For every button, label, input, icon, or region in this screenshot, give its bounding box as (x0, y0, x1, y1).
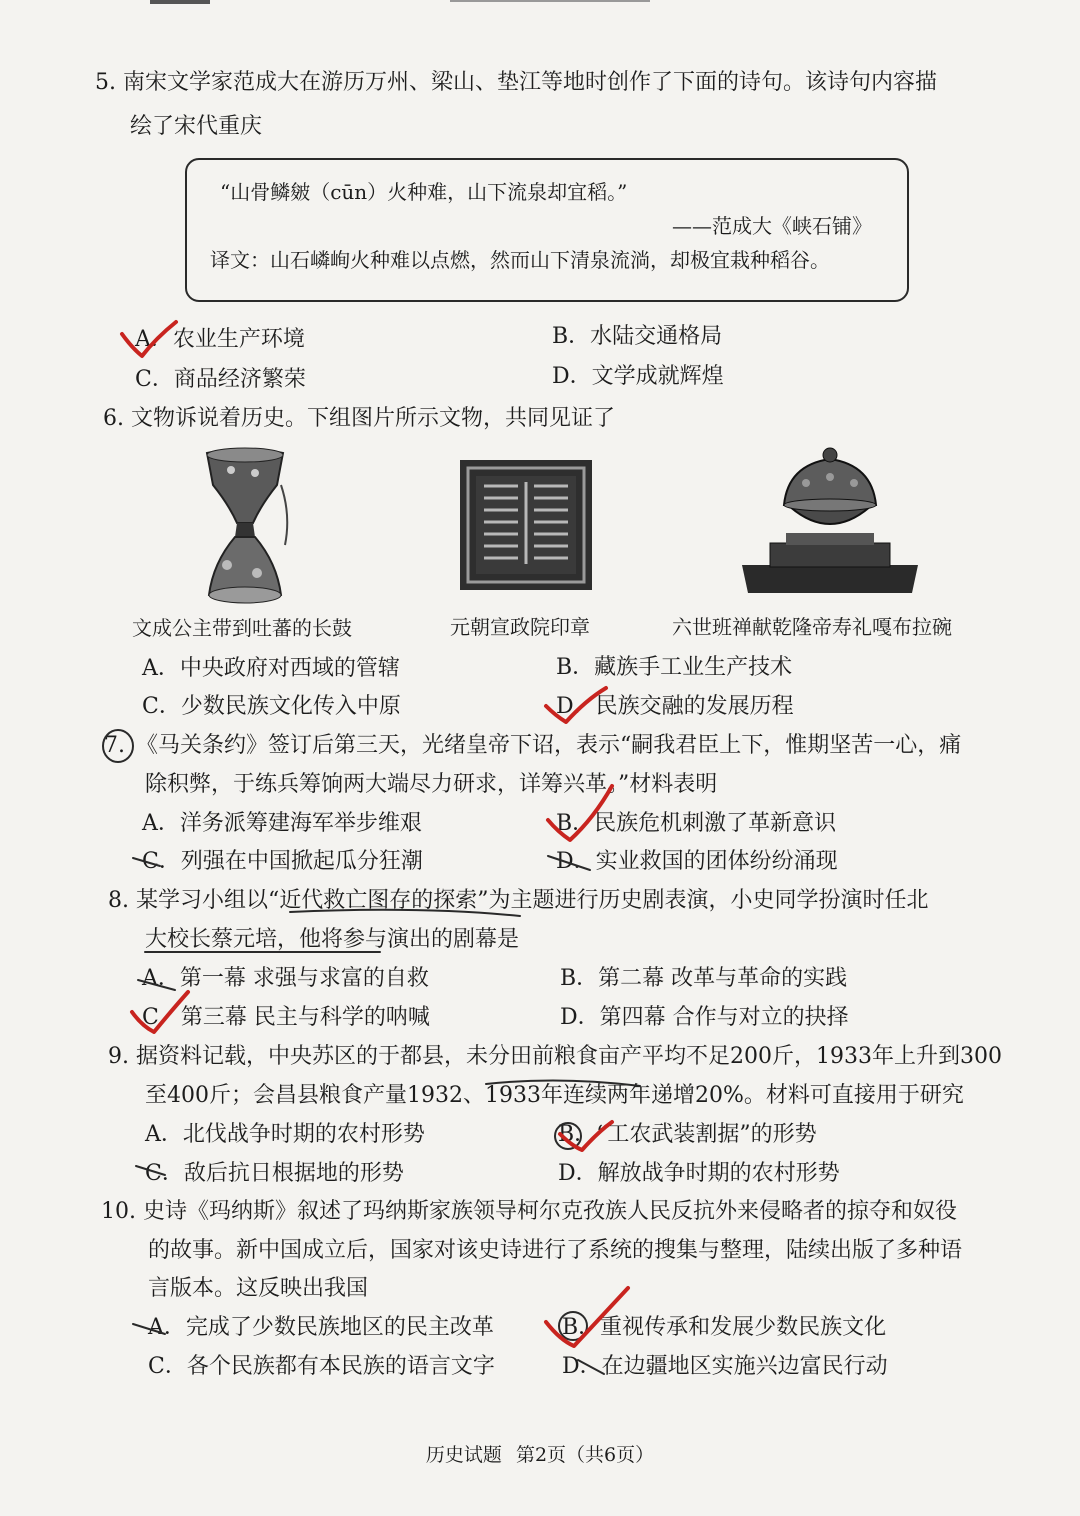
q10-option-a[interactable]: A．完成了少数民族地区的民主改革 (148, 1315, 494, 1340)
q6-stem-text: 文物诉说着历史。下组图片所示文物，共同见证了 (131, 406, 616, 431)
q6-option-a[interactable]: A．中央政府对西域的管辖 (142, 656, 400, 681)
poem-text: “山骨鳞皴（cūn）火种难，山下流泉却宜稻。” (220, 180, 628, 204)
poem-source: ——范成大《峡石铺》 (672, 214, 872, 238)
q6-option-c[interactable]: C．少数民族文化传入中原 (142, 694, 401, 719)
q9-number: 9. (108, 1044, 129, 1069)
kapala-bowl-image (742, 445, 918, 593)
q9-option-b[interactable]: B．“工农武装割据”的形势 (558, 1122, 817, 1147)
q10-option-b[interactable]: B．重视传承和发展少数民族文化 (562, 1315, 887, 1340)
q5-option-d[interactable]: D．文学成就辉煌 (552, 364, 724, 389)
q10-stem-line3: 言版本。这反映出我国 (148, 1276, 369, 1301)
q7-option-b[interactable]: B．民族危机刺激了革新意识 (556, 811, 837, 836)
poem-translation: 译文：山石嶙峋火种难以点燃，然而山下清泉流淌，却极宜栽种稻谷。 (210, 248, 830, 272)
q6-option-b[interactable]: B．藏族手工业生产技术 (556, 655, 793, 680)
q5-stem-text: 南宋文学家范成大在游历万州、梁山、垫江等地时创作了下面的诗句。该诗句内容描 (123, 70, 938, 95)
q9-option-d[interactable]: D．解放战争时期的农村形势 (558, 1161, 840, 1186)
q5-stem-line1 (95, 68, 937, 98)
q8-option-b[interactable]: B．第二幕 改革与革命的实践 (560, 966, 848, 991)
q9-stem-line1 (108, 1042, 1002, 1072)
q6-number: 6. (103, 406, 124, 431)
q7-stem-line1 (104, 731, 961, 761)
top-edge-mark (150, 0, 210, 4)
q8-number: 8. (108, 888, 129, 913)
q7-stem-text: 《马关条约》签订后第三天，光绪皇帝下诏，表示“嗣我君臣上下，惟期坚苦一心，痛 (136, 733, 962, 758)
q10-number: 10. (101, 1199, 136, 1224)
q9-option-c[interactable]: C．敌后抗日根据地的形势 (145, 1161, 404, 1186)
q9-stem-line2: 至400斤；会昌县粮食产量1932、1933年连续两年递增20%。材料可直接用于研究 (145, 1083, 964, 1108)
q7-stem-line2: 除积弊，于练兵筹饷两大端尽力研求，详筹兴革。”材料表明 (145, 772, 718, 797)
q6-stem (103, 404, 615, 434)
footer-page-number: 第2页（共6页） (515, 1444, 655, 1466)
caption-long-drum: 文成公主带到吐蕃的长鼓 (132, 616, 352, 640)
long-drum-image (195, 445, 295, 610)
q8-stem-line1 (108, 886, 929, 916)
q5-option-c[interactable]: C．商品经济繁荣 (135, 367, 306, 392)
q8-stem-text: 某学习小组以“近代救亡图存的探索”为主题进行历史剧表演，小史同学扮演时任北 (136, 888, 929, 913)
q6-option-d[interactable]: D．民族交融的发展历程 (556, 694, 794, 719)
q5-stem-line2: 绘了宋代重庆 (130, 114, 263, 139)
q10-stem-line1 (101, 1197, 957, 1227)
q7-option-c[interactable]: C．列强在中国掀起瓜分狂潮 (142, 849, 423, 874)
caption-kapala-bowl: 六世班禅献乾隆帝寿礼嘎布拉碗 (672, 615, 952, 639)
q10-option-d[interactable]: D．在边疆地区实施兴边富民行动 (562, 1354, 888, 1379)
q10-stem-text: 史诗《玛纳斯》叙述了玛纳斯家族领导柯尔克孜族人民反抗外来侵略者的掠夺和奴役 (143, 1199, 958, 1224)
page-footer (0, 1440, 1080, 1467)
q7-option-a[interactable]: A．洋务派筹建海军举步维艰 (142, 811, 422, 836)
q10-option-c[interactable]: C．各个民族都有本民族的语言文字 (148, 1354, 495, 1379)
q8-option-c[interactable]: C．第三幕 民主与科学的呐喊 (142, 1005, 430, 1030)
top-edge-mark (450, 0, 650, 2)
yuan-seal-image (460, 460, 592, 590)
q9-stem-text: 据资料记载，中央苏区的于都县，未分田前粮食亩产平均不足200斤，1933年上升到300 (136, 1044, 1002, 1069)
q9-option-a[interactable]: A．北伐战争时期的农村形势 (145, 1122, 425, 1147)
q5-option-a[interactable]: A．农业生产环境 (135, 327, 305, 352)
q7-option-d[interactable]: D．实业救国的团体纷纷涌现 (556, 849, 838, 874)
q8-stem-line2: 大校长蔡元培，他将参与演出的剧幕是 (145, 927, 520, 952)
q5-number: 5. (95, 70, 116, 95)
q10-stem-line2: 的故事。新中国成立后，国家对该史诗进行了系统的搜集与整理，陆续出版了多种语 (148, 1238, 963, 1263)
q7-number: 7. (104, 733, 125, 758)
q5-option-b[interactable]: B．水陆交通格局 (552, 324, 723, 349)
q8-option-a[interactable]: A．第一幕 求强与求富的自救 (142, 966, 429, 991)
caption-yuan-seal: 元朝宣政院印章 (450, 615, 590, 639)
footer-subject: 历史试题 (425, 1444, 502, 1466)
q8-option-d[interactable]: D．第四幕 合作与对立的抉择 (560, 1005, 849, 1030)
